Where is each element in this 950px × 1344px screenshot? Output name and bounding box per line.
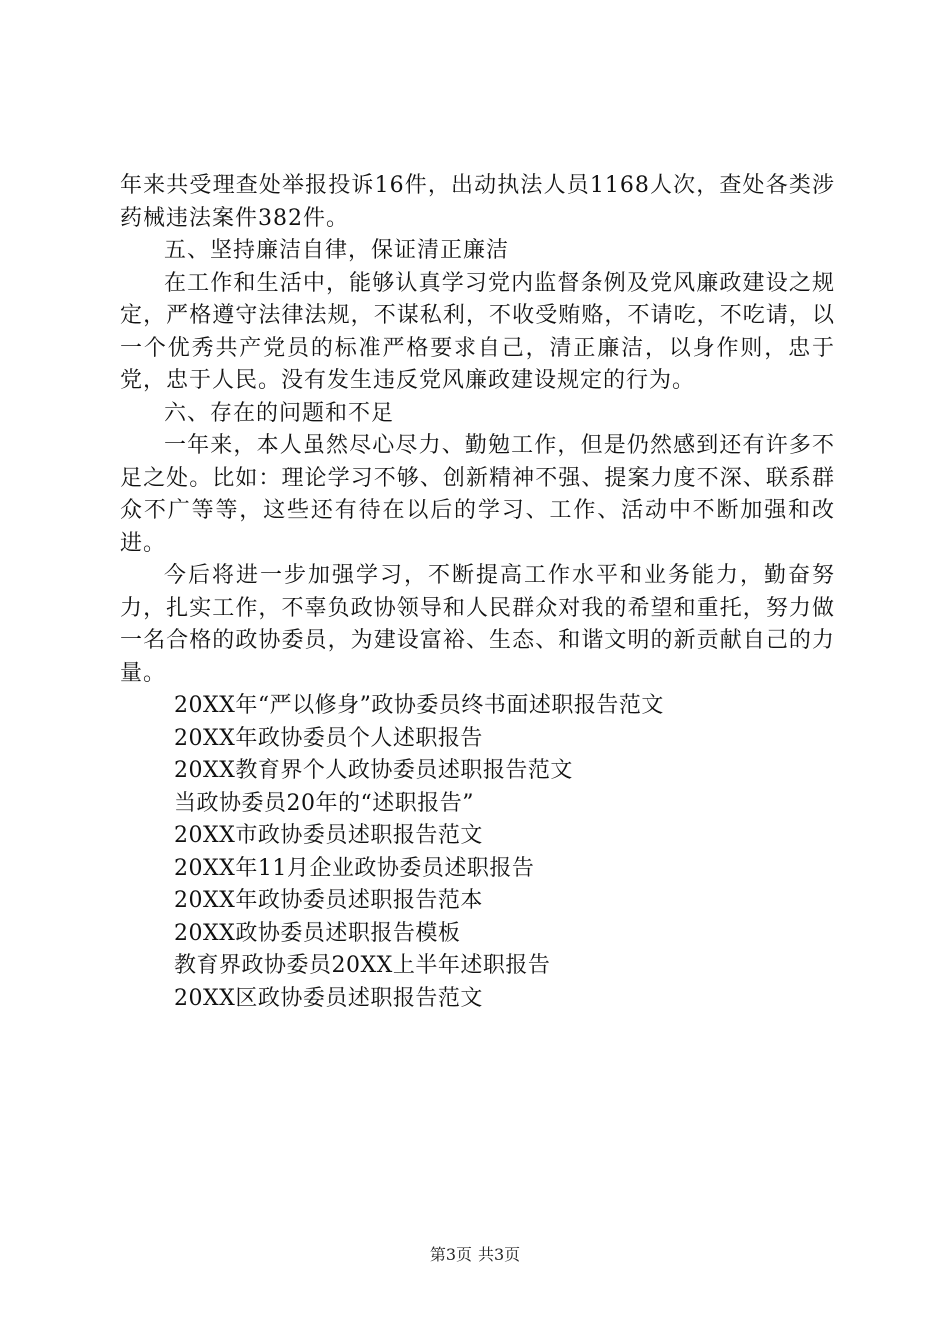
- related-link[interactable]: 20XX政协委员述职报告模板: [174, 920, 461, 946]
- paragraph-problems: 一年来，本人虽然尽心尽力、勤勉工作，但是仍然感到还有许多不足之处。比如：理论学习不够、创新精神不强、提案力度不深、联系群众不广等等，这些还有待在以后的学习、工作、活动中不断加强和改进。: [120, 433, 835, 556]
- document-body: [120, 170, 835, 1015]
- related-link[interactable]: 20XX年政协委员个人述职报告: [174, 725, 483, 751]
- related-link[interactable]: 教育界政协委员20XX上半年述职报告: [174, 953, 551, 978]
- paragraph-continued: 年来共受理查处举报投诉16件，出动执法人员1168人次，查处各类涉药械违法案件382件。: [120, 173, 835, 231]
- related-links-list: [120, 690, 835, 1015]
- section-heading-integrity: 五、坚持廉洁自律，保证清正廉洁: [164, 238, 510, 263]
- page-number-current: 第3页: [429, 1245, 472, 1264]
- related-link[interactable]: 20XX区政协委员述职报告范文: [174, 985, 483, 1011]
- related-link[interactable]: 20XX年政协委员述职报告范本: [174, 888, 483, 913]
- paragraph-integrity: 在工作和生活中，能够认真学习党内监督条例及党风廉政建设之规定，严格遵守法律法规，不谋私利，不收受贿赂，不请吃，不吃请，以一个优秀共产党员的标准严格要求自己，清正廉洁，以身作则，忠于党，忠于人民。没有发生违反党风廉政建设规定的行为。: [120, 270, 835, 393]
- page-footer: [0, 1244, 950, 1266]
- related-link[interactable]: 20XX市政协委员述职报告范文: [174, 823, 483, 848]
- page-number-total: 共3页: [478, 1245, 521, 1264]
- paragraph-future: 今后将进一步加强学习，不断提高工作水平和业务能力，勤奋努力，扎实工作，不辜负政协领导和人民群众对我的希望和重托，努力做一名合格的政协委员，为建设富裕、生态、和谐文明的新贡献自己的力量。: [120, 563, 835, 686]
- related-link[interactable]: 20XX教育界个人政协委员述职报告范文: [174, 758, 573, 783]
- section-heading-problems: 六、存在的问题和不足: [164, 400, 395, 426]
- related-link[interactable]: 当政协委员20年的“述职报告”: [174, 790, 474, 816]
- related-link[interactable]: 20XX年11月企业政协委员述职报告: [174, 855, 535, 881]
- related-link[interactable]: 20XX年“严以修身”政协委员终书面述职报告范文: [174, 693, 664, 718]
